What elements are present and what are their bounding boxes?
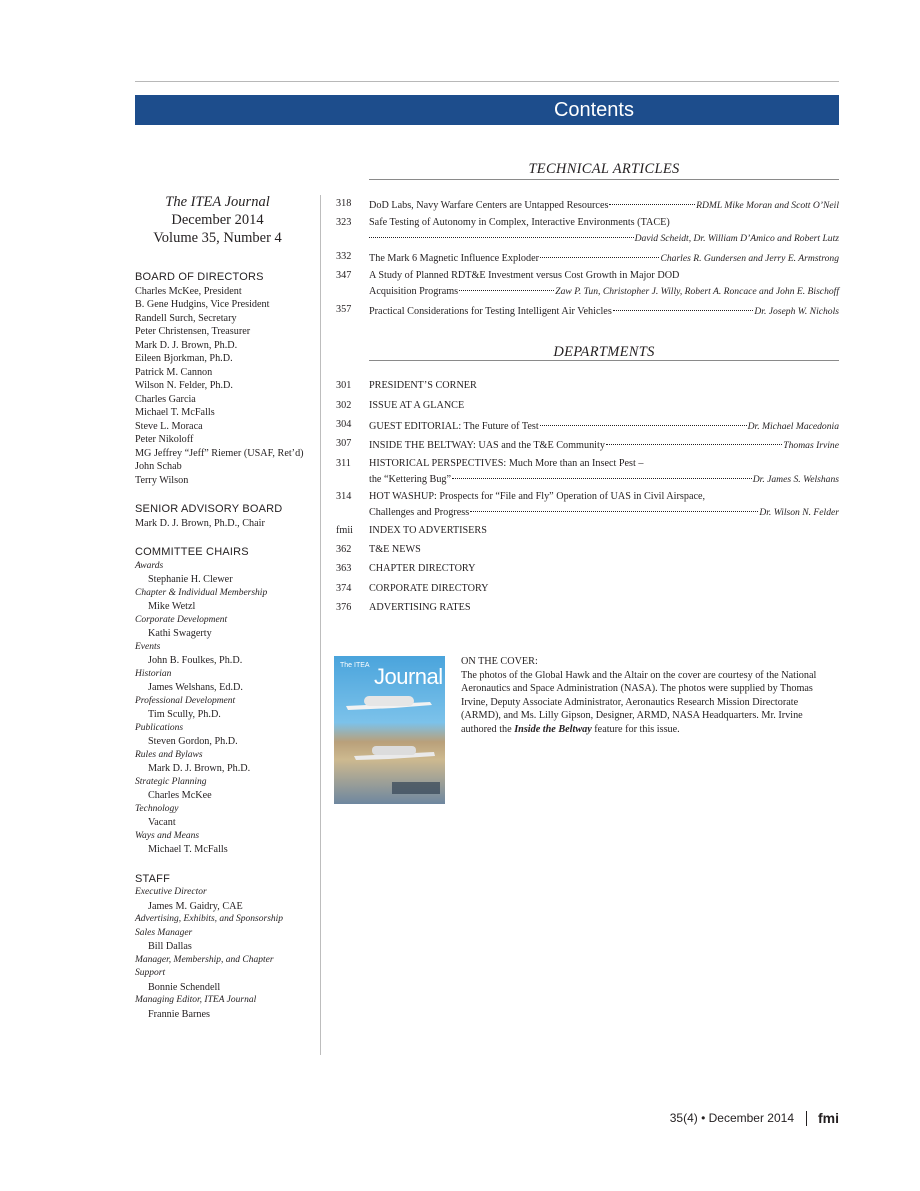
page-number: 311 <box>336 458 351 469</box>
page-title: Contents <box>553 99 634 121</box>
cover-title-big: Journal <box>374 664 443 689</box>
fmi-logo: fmi <box>818 1110 839 1126</box>
journal-volume: Volume 35, Number 4 <box>153 230 282 246</box>
board-member: Michael T. McFalls <box>135 407 215 418</box>
department-title-continued: the “Kettering Bug” <box>369 474 452 485</box>
article-author: RDML Mike Moran and Scott O’Neil <box>696 200 839 211</box>
page-number: fmii <box>336 525 353 536</box>
top-rule <box>135 81 839 82</box>
board-list <box>135 285 305 488</box>
toc-entry[interactable] <box>336 562 839 576</box>
footer-separator <box>806 1111 807 1126</box>
leader-dots <box>459 280 554 291</box>
cover-text-emphasis: Inside the Beltway <box>514 723 592 735</box>
page-number: 301 <box>336 380 352 391</box>
staff-heading: STAFF <box>135 872 171 885</box>
committee-chair: Vacant <box>148 817 176 828</box>
article-author: Thomas Irvine <box>783 440 839 451</box>
committee-role: Technology <box>135 803 179 814</box>
leader-dots <box>606 434 782 445</box>
board-member: Charles McKee, President <box>135 285 242 297</box>
board-member: Terry Wilson <box>135 474 189 486</box>
toc-entry[interactable] <box>336 197 839 213</box>
department-title: ADVERTISING RATES <box>369 602 471 613</box>
committee-chair: Tim Scully, Ph.D. <box>148 709 221 720</box>
department-title: CORPORATE DIRECTORY <box>369 583 489 594</box>
board-member: MG Jeffrey “Jeff” Riemer (USAF, Ret’d) <box>135 447 304 459</box>
article-author: Dr. Joseph W. Nichols <box>754 306 839 317</box>
page-number: 307 <box>336 438 352 449</box>
committee-chair: Michael T. McFalls <box>148 844 228 855</box>
board-member: Peter Christensen, Treasurer <box>135 326 251 337</box>
page-number: 304 <box>336 419 352 430</box>
cover-text-part: feature for this issue. <box>591 723 680 735</box>
senior-board-list <box>135 517 305 531</box>
toc-entry[interactable] <box>336 250 839 266</box>
board-heading: BOARD OF DIRECTORS <box>135 271 264 283</box>
toc-entry[interactable] <box>336 457 839 487</box>
page-number: 302 <box>336 400 352 411</box>
leader-dots <box>609 194 695 205</box>
leader-dots <box>613 300 754 311</box>
committee-chair: John B. Foulkes, Ph.D. <box>148 655 243 666</box>
page-number: 323 <box>336 217 352 228</box>
article-author: Charles R. Gundersen and Jerry E. Armstrong <box>660 253 839 264</box>
staff-member: James M. Gaidry, CAE <box>148 900 243 912</box>
department-title: INSIDE THE BELTWAY: UAS and the T&E Community <box>369 440 605 451</box>
board-member: Patrick M. Cannon <box>135 366 213 378</box>
staff-member: Bill Dallas <box>148 941 192 952</box>
department-title: HOT WASHUP: Prospects for “File and Fly” Operation of UAS in Civil Airspace, <box>369 491 706 502</box>
page-number: 347 <box>336 270 352 281</box>
department-title-continued: Challenges and Progress <box>369 507 470 518</box>
staff-role: Advertising, Exhibits, and Sponsorship Sales Manager <box>135 914 284 938</box>
board-member: Steve L. Moraca <box>135 420 203 432</box>
toc-entry[interactable] <box>336 437 839 453</box>
leader-dots <box>470 501 758 512</box>
senior-board-member: Mark D. J. Brown, Ph.D., Chair <box>135 517 265 529</box>
cover-title-small: The ITEA <box>340 662 370 669</box>
committee-role: Events <box>135 641 161 652</box>
staff-list <box>135 886 305 1021</box>
column-divider <box>320 195 321 1055</box>
page-number: 362 <box>336 544 352 555</box>
article-author: Dr. James S. Welshans <box>752 474 839 485</box>
technical-articles-heading: TECHNICAL ARTICLES <box>528 161 680 177</box>
toc-entry[interactable] <box>336 399 839 413</box>
committee-chair: Mike Wetzl <box>148 601 196 612</box>
page-number: 357 <box>336 304 352 315</box>
committee-role: Corporate Development <box>135 614 228 625</box>
committee-chair: Mark D. J. Brown, Ph.D. <box>148 763 251 774</box>
committee-role: Chapter & Individual Membership <box>135 587 268 598</box>
issue-info: 35(4) • December 2014 <box>669 1111 794 1125</box>
leader-dots <box>540 247 659 258</box>
committee-chair: James Welshans, Ed.D. <box>148 682 243 693</box>
departments-rule <box>369 360 839 361</box>
article-author: Dr. Wilson N. Felder <box>759 507 839 518</box>
committee-role: Awards <box>135 560 164 571</box>
toc-entry[interactable] <box>336 418 839 434</box>
technical-articles-rule <box>369 179 839 180</box>
committee-chair: Charles McKee <box>148 790 212 801</box>
article-title: Practical Considerations for Testing Intelligent Air Vehicles <box>369 306 612 317</box>
department-title: HISTORICAL PERSPECTIVES: Much More than an Insect Pest – <box>369 458 644 469</box>
toc-entry[interactable] <box>336 543 839 557</box>
staff-member: Frannie Barnes <box>148 1008 210 1020</box>
department-title: CHAPTER DIRECTORY <box>369 563 476 574</box>
journal-masthead <box>130 193 305 247</box>
leader-dots <box>452 468 752 479</box>
committee-role: Rules and Bylaws <box>135 749 203 760</box>
committee-chair: Steven Gordon, Ph.D. <box>148 736 238 747</box>
toc-entry[interactable] <box>336 490 839 520</box>
committee-role: Professional Development <box>135 695 236 706</box>
committee-role: Strategic Planning <box>135 776 207 787</box>
department-title: T&E NEWS <box>369 544 421 555</box>
toc-entry[interactable] <box>336 303 839 319</box>
staff-role: Executive Director <box>135 887 207 897</box>
article-title: Safe Testing of Autonomy in Complex, Interactive Environments (TACE) <box>369 217 670 228</box>
cover-description <box>461 655 839 737</box>
page-number: 318 <box>336 198 352 209</box>
toc-entry[interactable] <box>336 601 839 615</box>
staff-role: Managing Editor, ITEA Journal <box>135 995 257 1005</box>
board-member: Peter Nikoloff <box>135 434 194 445</box>
committee-role: Ways and Means <box>135 830 200 841</box>
article-title: The Mark 6 Magnetic Influence Exploder <box>369 253 540 264</box>
page-number: 374 <box>336 583 352 594</box>
senior-board-heading: SENIOR ADVISORY BOARD <box>135 503 283 515</box>
toc-entry[interactable] <box>336 269 839 299</box>
committee-role: Historian <box>135 668 172 679</box>
department-title: GUEST EDITORIAL: The Future of Test <box>369 421 539 432</box>
aircraft-icon <box>334 656 445 804</box>
department-title: ISSUE AT A GLANCE <box>369 400 465 411</box>
board-member: B. Gene Hudgins, Vice President <box>135 299 270 310</box>
toc-entry[interactable] <box>336 216 839 246</box>
cover-heading: ON THE COVER: <box>461 656 538 667</box>
journal-title: The ITEA Journal <box>165 194 270 210</box>
article-author: David Scheidt, Dr. William D’Amico and Robert Lutz <box>634 233 839 244</box>
article-author: Zaw P. Tun, Christopher J. Willy, Robert A. Roncace and John E. Bischoff <box>555 286 839 297</box>
board-member: Charles Garcia <box>135 393 196 405</box>
board-member: John Schab <box>135 461 182 472</box>
board-member: Eileen Bjorkman, Ph.D. <box>135 353 233 364</box>
committee-chair: Kathi Swagerty <box>148 628 212 639</box>
committee-role: Publications <box>135 722 184 733</box>
masthead-column <box>135 193 305 1021</box>
toc-entry[interactable] <box>336 524 839 538</box>
journal-date: December 2014 <box>171 212 264 228</box>
board-member: Wilson N. Felder, Ph.D. <box>135 380 233 391</box>
contents-banner <box>135 95 839 125</box>
article-author: Dr. Michael Macedonia <box>747 421 839 432</box>
page-number: 363 <box>336 563 352 574</box>
article-title: A Study of Planned RDT&E Investment versus Cost Growth in Major DOD <box>369 270 680 281</box>
committee-heading: COMMITTEE CHAIRS <box>135 546 249 558</box>
article-title: DoD Labs, Navy Warfare Centers are Untapped Resources <box>369 200 609 211</box>
leader-dots <box>540 415 747 426</box>
page-number: 376 <box>336 602 352 613</box>
page-number: 314 <box>336 491 352 502</box>
board-member: Randell Surch, Secretary <box>135 312 237 324</box>
toc-entry[interactable] <box>336 379 839 393</box>
department-title: PRESIDENT’S CORNER <box>369 380 477 391</box>
staff-member: Bonnie Schendell <box>148 981 221 993</box>
article-title-continued: Acquisition Programs <box>369 286 459 297</box>
board-member: Mark D. J. Brown, Ph.D. <box>135 339 238 351</box>
cover-image <box>334 656 445 804</box>
committee-chair: Stephanie H. Clewer <box>148 574 233 585</box>
page-footer <box>670 1110 839 1126</box>
staff-role: Manager, Membership, and Chapter Support <box>135 954 274 978</box>
cover-text-part: The photos of the Global Hawk and the Altair on the cover are courtesy of the National Aeronautics and Space Administration (NASA). The photos were supplied by Thomas Irvine, Deputy Associate Administrator, Aeronautics Research Mission Directorate (ARMD), and Ms. Lilly Gipson, Designer, ARMD, NASA Headquarters. Mr. Irvine authored the <box>461 669 817 735</box>
committee-list <box>135 560 305 857</box>
page-number: 332 <box>336 251 352 262</box>
toc-entry[interactable] <box>336 582 839 596</box>
department-title: INDEX TO ADVERTISERS <box>369 525 487 536</box>
departments-heading: DEPARTMENTS <box>553 344 655 360</box>
cover-text <box>461 669 839 737</box>
leader-dots <box>369 227 634 238</box>
